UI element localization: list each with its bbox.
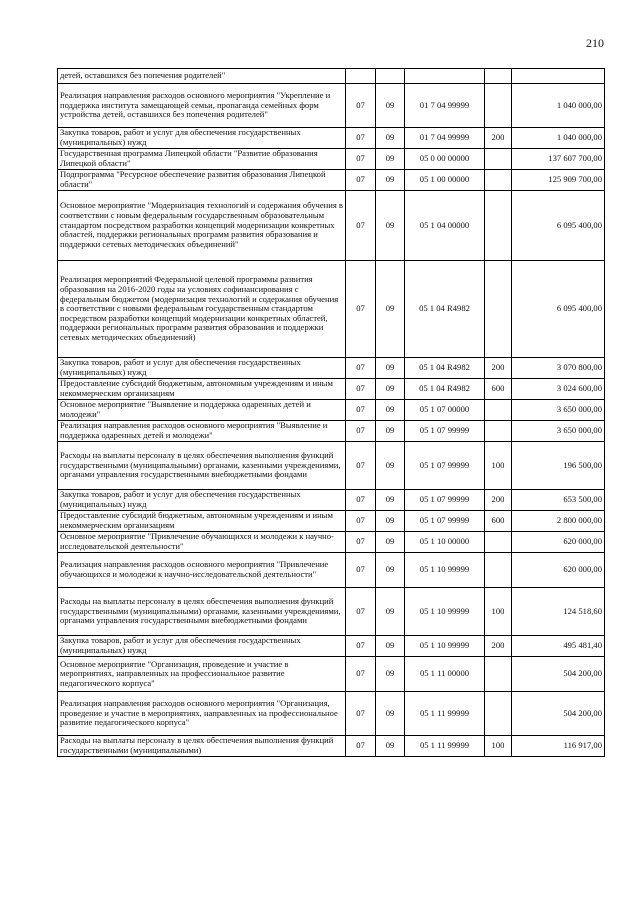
target-article-cell: 05 1 04 R4982 bbox=[405, 261, 485, 358]
expense-type-cell bbox=[485, 532, 512, 553]
amount-cell: 3 650 000,00 bbox=[512, 400, 605, 421]
section-code-cell: 07 bbox=[346, 170, 376, 191]
table-row bbox=[58, 532, 605, 553]
row-name-cell: Основное мероприятие "Модернизация технологий и содержания обучения в соответствии с новым федеральным государственным образовательным стандартом посредством разработки концепций модернизации конкретных областей, поддержки региональных программ развития образования и поддержки сетевых методических объединений" bbox=[58, 191, 346, 261]
subsection-code-cell: 09 bbox=[376, 736, 405, 757]
table-row bbox=[58, 261, 605, 358]
target-article-cell: 05 1 07 99999 bbox=[405, 442, 485, 490]
table-row bbox=[58, 400, 605, 421]
row-name-cell: Реализация направления расходов основного мероприятия "Выявление и поддержка одаренных детей и молодежи" bbox=[58, 421, 346, 442]
amount-cell: 6 095 400,00 bbox=[512, 191, 605, 261]
section-code-cell: 07 bbox=[346, 261, 376, 358]
row-name-cell: Реализация направления расходов основного мероприятия "Организация, проведение и участие в мероприятиях, направленных на профессиональное развитие педагогического корпуса" bbox=[58, 692, 346, 736]
target-article-cell: 05 1 07 99999 bbox=[405, 421, 485, 442]
row-name-cell: Подпрограмма "Ресурсное обеспечение развития образования Липецкой области" bbox=[58, 170, 346, 191]
expense-type-cell bbox=[485, 261, 512, 358]
amount-cell: 125 909 700,00 bbox=[512, 170, 605, 191]
table-row bbox=[58, 128, 605, 149]
expense-type-cell bbox=[485, 400, 512, 421]
table-row bbox=[58, 170, 605, 191]
table-row bbox=[58, 657, 605, 692]
table-row bbox=[58, 442, 605, 490]
row-name-cell: Реализация направления расходов основного мероприятия "Укрепление и поддержка института замещающей семьи, пропаганда семейных форм устройства детей, оставшихся без попечения родителей" bbox=[58, 84, 346, 128]
row-name-cell: Закупка товаров, работ и услуг для обеспечения государственных (муниципальных) нужд bbox=[58, 636, 346, 657]
expense-type-cell bbox=[485, 553, 512, 588]
row-name-cell: Реализация направления расходов основного мероприятия "Привлечение обучающихся и молодежи к научно-исследовательской деятельности" bbox=[58, 553, 346, 588]
table-row bbox=[58, 358, 605, 379]
subsection-code-cell: 09 bbox=[376, 442, 405, 490]
section-code-cell: 07 bbox=[346, 657, 376, 692]
amount-cell: 137 607 700,00 bbox=[512, 149, 605, 170]
expense-type-cell bbox=[485, 69, 512, 84]
section-code-cell: 07 bbox=[346, 511, 376, 532]
section-code-cell: 07 bbox=[346, 400, 376, 421]
amount-cell: 1 040 000,00 bbox=[512, 84, 605, 128]
target-article-cell bbox=[405, 69, 485, 84]
subsection-code-cell: 09 bbox=[376, 553, 405, 588]
section-code-cell: 07 bbox=[346, 379, 376, 400]
row-name-cell: Закупка товаров, работ и услуг для обеспечения государственных (муниципальных) нужд bbox=[58, 358, 346, 379]
target-article-cell: 05 1 04 R4982 bbox=[405, 379, 485, 400]
section-code-cell: 07 bbox=[346, 588, 376, 636]
section-code-cell: 07 bbox=[346, 442, 376, 490]
section-code-cell: 07 bbox=[346, 191, 376, 261]
row-name-cell: Реализация мероприятий Федеральной целевой программы развития образования на 2016-2020 годы на условиях софинансирования с федеральным бюджетом (модернизация технологий и содержания обучения в соответствии с новыми федеральным государственным стандартом посредством разработки концепций модернизации конкретных областей, поддержки региональных программ развития образования и поддержки сетевых методических объединений) bbox=[58, 261, 346, 358]
amount-cell: 196 500,00 bbox=[512, 442, 605, 490]
table-row bbox=[58, 191, 605, 261]
subsection-code-cell: 09 bbox=[376, 358, 405, 379]
section-code-cell: 07 bbox=[346, 553, 376, 588]
page-number: 210 bbox=[586, 36, 604, 50]
table-row bbox=[58, 636, 605, 657]
subsection-code-cell: 09 bbox=[376, 170, 405, 191]
target-article-cell: 05 1 07 99999 bbox=[405, 511, 485, 532]
table-row bbox=[58, 84, 605, 128]
subsection-code-cell: 09 bbox=[376, 692, 405, 736]
table-row bbox=[58, 69, 605, 84]
row-name-cell: Предоставление субсидий бюджетным, автономным учреждениям и иным некоммерческим организациям bbox=[58, 379, 346, 400]
row-name-cell: Расходы на выплаты персоналу в целях обеспечения выполнения функций государственными (муниципальными) bbox=[58, 736, 346, 757]
subsection-code-cell: 09 bbox=[376, 400, 405, 421]
table-row bbox=[58, 421, 605, 442]
table-row bbox=[58, 736, 605, 757]
target-article-cell: 05 1 10 99999 bbox=[405, 553, 485, 588]
target-article-cell: 05 1 04 00000 bbox=[405, 191, 485, 261]
amount-cell: 6 095 400,00 bbox=[512, 261, 605, 358]
amount-cell: 653 500,00 bbox=[512, 490, 605, 511]
table-row bbox=[58, 490, 605, 511]
amount-cell: 620 000,00 bbox=[512, 532, 605, 553]
subsection-code-cell: 09 bbox=[376, 421, 405, 442]
table-row bbox=[58, 149, 605, 170]
target-article-cell: 05 1 11 99999 bbox=[405, 736, 485, 757]
expense-type-cell: 200 bbox=[485, 358, 512, 379]
target-article-cell: 05 1 11 99999 bbox=[405, 692, 485, 736]
expense-type-cell bbox=[485, 421, 512, 442]
table-body bbox=[58, 69, 605, 757]
section-code-cell: 07 bbox=[346, 490, 376, 511]
row-name-cell: Расходы на выплаты персоналу в целях обеспечения выполнения функций государственными (муниципальными) органами, казенными учреждениями, органами управления государственными внебюджетными фондами bbox=[58, 442, 346, 490]
amount-cell: 124 518,60 bbox=[512, 588, 605, 636]
target-article-cell: 05 0 00 00000 bbox=[405, 149, 485, 170]
table-row bbox=[58, 511, 605, 532]
target-article-cell: 05 1 04 R4982 bbox=[405, 358, 485, 379]
row-name-cell: Основное мероприятие "Выявление и поддержка одаренных детей и молодежи" bbox=[58, 400, 346, 421]
section-code-cell: 07 bbox=[346, 532, 376, 553]
subsection-code-cell: 09 bbox=[376, 84, 405, 128]
section-code-cell: 07 bbox=[346, 736, 376, 757]
table-row bbox=[58, 379, 605, 400]
amount-cell: 495 481,40 bbox=[512, 636, 605, 657]
section-code-cell bbox=[346, 69, 376, 84]
target-article-cell: 05 1 10 99999 bbox=[405, 636, 485, 657]
amount-cell: 504 200,00 bbox=[512, 657, 605, 692]
row-name-cell: Закупка товаров, работ и услуг для обеспечения государственных (муниципальных) нужд bbox=[58, 128, 346, 149]
amount-cell: 116 917,00 bbox=[512, 736, 605, 757]
row-name-cell: Основное мероприятие "Организация, проведение и участие в мероприятиях, направленных на профессиональное развитие педагогического корпуса" bbox=[58, 657, 346, 692]
amount-cell: 1 040 000,00 bbox=[512, 128, 605, 149]
amount-cell: 3 024 600,00 bbox=[512, 379, 605, 400]
target-article-cell: 01 7 04 99999 bbox=[405, 128, 485, 149]
expense-type-cell: 200 bbox=[485, 636, 512, 657]
expense-type-cell bbox=[485, 657, 512, 692]
target-article-cell: 05 1 10 99999 bbox=[405, 588, 485, 636]
subsection-code-cell: 09 bbox=[376, 379, 405, 400]
subsection-code-cell: 09 bbox=[376, 149, 405, 170]
subsection-code-cell: 09 bbox=[376, 511, 405, 532]
subsection-code-cell: 09 bbox=[376, 490, 405, 511]
amount-cell: 3 650 000,00 bbox=[512, 421, 605, 442]
target-article-cell: 05 1 00 00000 bbox=[405, 170, 485, 191]
subsection-code-cell: 09 bbox=[376, 657, 405, 692]
amount-cell bbox=[512, 69, 605, 84]
target-article-cell: 05 1 07 00000 bbox=[405, 400, 485, 421]
target-article-cell: 01 7 04 99999 bbox=[405, 84, 485, 128]
target-article-cell: 05 1 11 00000 bbox=[405, 657, 485, 692]
subsection-code-cell: 09 bbox=[376, 636, 405, 657]
row-name-cell: Государственная программа Липецкой области "Развитие образования Липецкой области" bbox=[58, 149, 346, 170]
amount-cell: 504 200,00 bbox=[512, 692, 605, 736]
row-name-cell: Закупка товаров, работ и услуг для обеспечения государственных (муниципальных) нужд bbox=[58, 490, 346, 511]
budget-table bbox=[57, 68, 605, 757]
section-code-cell: 07 bbox=[346, 421, 376, 442]
expense-type-cell bbox=[485, 692, 512, 736]
expense-type-cell bbox=[485, 84, 512, 128]
expense-type-cell: 200 bbox=[485, 490, 512, 511]
section-code-cell: 07 bbox=[346, 636, 376, 657]
amount-cell: 3 070 800,00 bbox=[512, 358, 605, 379]
amount-cell: 620 000,00 bbox=[512, 553, 605, 588]
expense-type-cell: 100 bbox=[485, 442, 512, 490]
expense-type-cell: 100 bbox=[485, 736, 512, 757]
expense-type-cell: 600 bbox=[485, 511, 512, 532]
expense-type-cell bbox=[485, 191, 512, 261]
section-code-cell: 07 bbox=[346, 149, 376, 170]
section-code-cell: 07 bbox=[346, 358, 376, 379]
subsection-code-cell: 09 bbox=[376, 191, 405, 261]
expense-type-cell bbox=[485, 149, 512, 170]
row-name-cell: Основное мероприятие "Привлечение обучающихся и молодежи к научно-исследовательской деятельности" bbox=[58, 532, 346, 553]
subsection-code-cell: 09 bbox=[376, 588, 405, 636]
expense-type-cell: 100 bbox=[485, 588, 512, 636]
expense-type-cell bbox=[485, 170, 512, 191]
row-name-cell: Расходы на выплаты персоналу в целях обеспечения выполнения функций государственными (муниципальными) органами, казенными учреждениями, органами управления государственными внебюджетными фондами bbox=[58, 588, 346, 636]
target-article-cell: 05 1 10 00000 bbox=[405, 532, 485, 553]
subsection-code-cell: 09 bbox=[376, 261, 405, 358]
section-code-cell: 07 bbox=[346, 84, 376, 128]
target-article-cell: 05 1 07 99999 bbox=[405, 490, 485, 511]
amount-cell: 2 800 000,00 bbox=[512, 511, 605, 532]
expense-type-cell: 600 bbox=[485, 379, 512, 400]
table-row bbox=[58, 588, 605, 636]
subsection-code-cell: 09 bbox=[376, 128, 405, 149]
row-name-cell: Предоставление субсидий бюджетным, автономным учреждениям и иным некоммерческим организациям bbox=[58, 511, 346, 532]
row-name-cell: детей, оставшихся без попечения родителей" bbox=[58, 69, 346, 84]
table-row bbox=[58, 692, 605, 736]
section-code-cell: 07 bbox=[346, 128, 376, 149]
subsection-code-cell bbox=[376, 69, 405, 84]
table-row bbox=[58, 553, 605, 588]
expense-type-cell: 200 bbox=[485, 128, 512, 149]
subsection-code-cell: 09 bbox=[376, 532, 405, 553]
section-code-cell: 07 bbox=[346, 692, 376, 736]
